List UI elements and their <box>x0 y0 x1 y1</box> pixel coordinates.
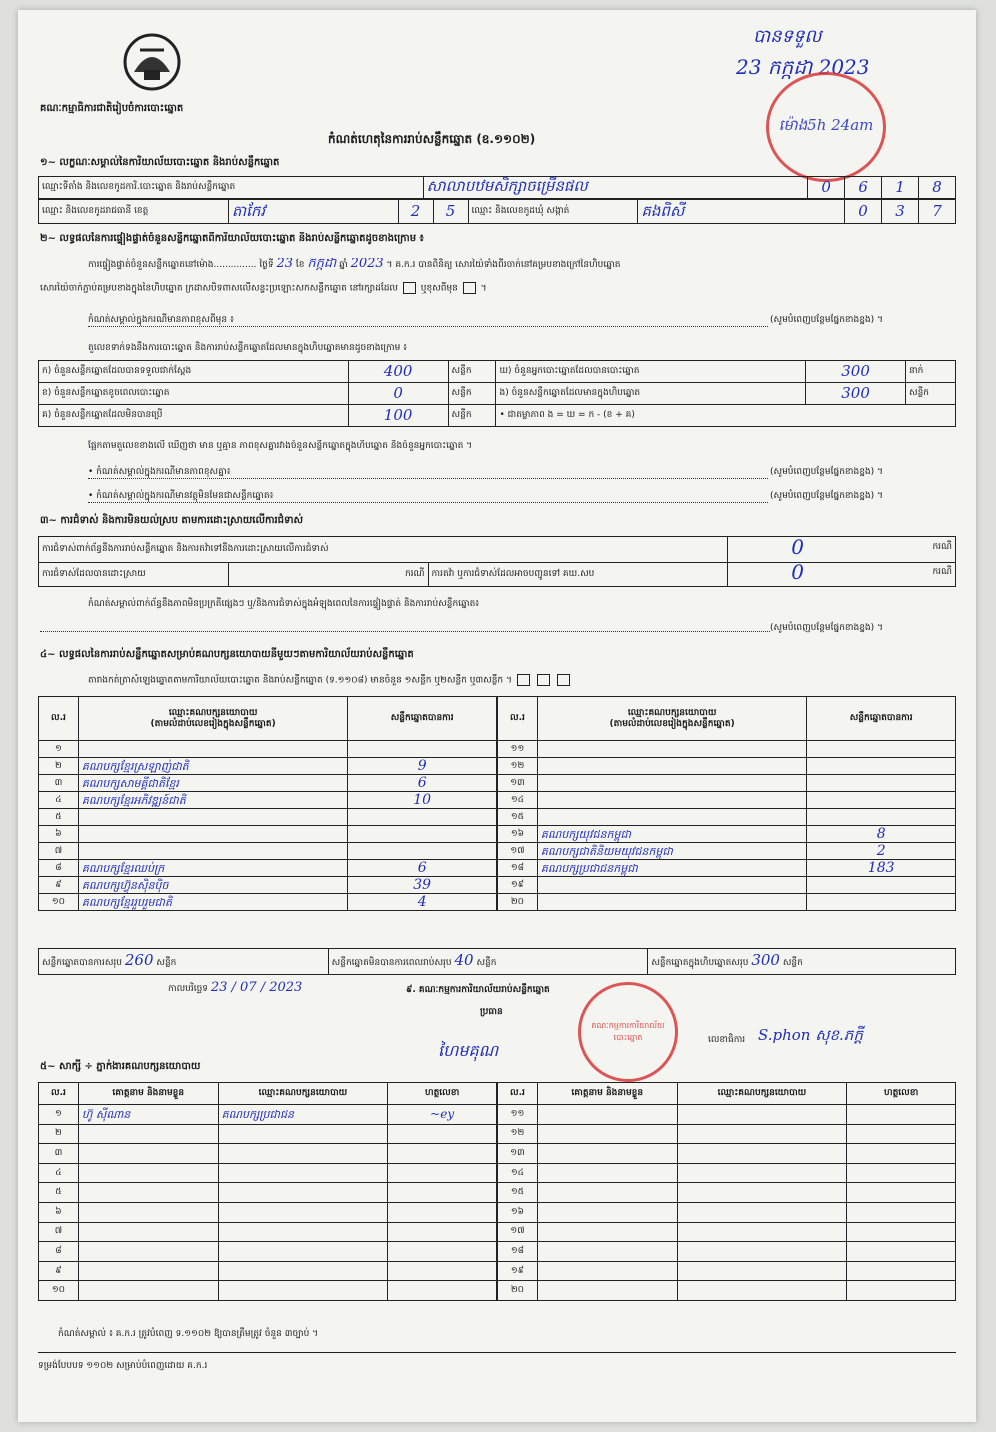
result-row-no: ១០ <box>39 894 79 911</box>
result-row-party <box>537 775 806 792</box>
results-col-votes: សន្លឹកឆ្នោតបានការ <box>807 697 956 741</box>
witness-row-no: ១៨ <box>498 1242 538 1262</box>
witness-row-party <box>218 1281 388 1301</box>
witness-row-name <box>537 1222 677 1242</box>
witness-row-sign <box>847 1202 956 1222</box>
witness-row <box>498 1124 956 1144</box>
result-row-votes <box>807 894 956 911</box>
witness-row-no: ៧ <box>39 1222 79 1242</box>
witness-row-party <box>218 1163 388 1183</box>
result-row <box>498 775 956 792</box>
inbox-unit: សន្លឹក <box>906 383 956 405</box>
witness-row <box>39 1105 497 1125</box>
change-note-hint: (សូមបំពេញបន្ថែមផ្នែកខាងខ្នង) ។ <box>770 315 883 325</box>
witness-row-sign <box>388 1163 497 1183</box>
witness-row-sign <box>847 1261 956 1281</box>
spoiled-unit: សន្លឹក <box>448 383 496 405</box>
section4-intro: តារាងកត់ត្រាសំឡេងឆ្នោតតាមការិយាល័យបោះឆ្នោត និងរាប់សន្លឹកឆ្នោត (ទ.១១០៨) មានចំនួន ១សន្លឹក ឬ២សន្លឹក ឬ៣សន្លឹក ។ <box>88 674 938 687</box>
witness-row-party <box>677 1183 847 1203</box>
result-row-votes <box>348 809 497 826</box>
witness-row <box>498 1105 956 1125</box>
stamp-text: គណៈកម្មការការិយាល័យបោះឆ្នោត <box>591 1021 665 1042</box>
results-col-party: ឈ្មោះគណបក្សនយោបាយ (តាមលំដាប់លេខរៀងក្នុងសន្លឹកឆ្នោត) <box>78 697 347 741</box>
result-row-no: ៩ <box>39 877 79 894</box>
result-row-no: ១៣ <box>498 775 538 792</box>
witness-row-no: ៣ <box>39 1144 79 1164</box>
result-row-votes <box>807 877 956 894</box>
secretary-label: លេខាធិការ <box>708 1035 746 1045</box>
result-row-party <box>78 809 347 826</box>
witness-row <box>498 1144 956 1164</box>
section2-para2: សោរយ៉ៃចាក់ភ្ជាប់គម្របខាងក្នុងនៃហិបឆ្នោត ក្រដាសបិទពាសលើសន្ទះប្រឡោះសកសន្លឹកឆ្នោត នៅរក្សាដដែល ឬខុសពីមុន ។ <box>40 283 487 294</box>
sheet2-checkbox[interactable] <box>537 674 550 686</box>
witness-row-party <box>218 1202 388 1222</box>
result-row <box>39 843 497 860</box>
voted-unit: នាក់ <box>906 361 956 383</box>
result-row-party <box>537 741 806 758</box>
appeal-label: ការតវ៉ា ឬការជំទាស់ដែលអាចបញ្ជូនទៅ គឃ.សប <box>428 563 728 587</box>
witness-row-name <box>78 1261 218 1281</box>
witness-row-sign <box>847 1124 956 1144</box>
result-row-no: ១ <box>39 741 79 758</box>
witness-row-name <box>537 1242 677 1262</box>
date-line: កាលបរិច្ឆេទ 23 / 07 / 2023 <box>168 980 303 995</box>
result-row-no: ១៦ <box>498 826 538 843</box>
result-row <box>39 860 497 877</box>
result-row-votes <box>807 775 956 792</box>
sheet3-checkbox[interactable] <box>557 674 570 686</box>
result-row-no: ៨ <box>39 860 79 877</box>
station-code-3: 1 <box>882 177 919 199</box>
section2-title: ២~ លទ្ធផលនៃការផ្ទៀងផ្ទាត់ចំនួនសន្លឹកឆ្នោតពីការិយាល័យបោះឆ្នោត និងរាប់សន្លឹកឆ្នោតដូចខាងក្រោម ៖ <box>40 233 424 244</box>
witness-row-no: ១៦ <box>498 1202 538 1222</box>
witness-row-name <box>78 1183 218 1203</box>
section3-note-line <box>40 620 770 632</box>
station-code-2: 6 <box>845 177 882 199</box>
witness-col-sign: ហត្ថលេខា <box>847 1083 956 1105</box>
chair-signature: ហៃមគុណ <box>438 1041 499 1060</box>
result-row-party <box>537 877 806 894</box>
total-box: សន្លឹកឆ្នោតក្នុងហិបឆ្នោតសរុប 300 សន្លឹក <box>648 949 956 975</box>
witness-col-no: ល.រ <box>39 1083 79 1105</box>
objection-table <box>38 536 956 587</box>
committee-line: ៩. គណៈកម្មការការិយាល័យរាប់សន្លឹកឆ្នោត <box>406 985 550 995</box>
witness-row-name <box>78 1242 218 1262</box>
witness-row-sign <box>388 1242 497 1262</box>
bullet2-hint: (សូមបំពេញបន្ថែមផ្នែកខាងខ្នង) ។ <box>770 491 883 501</box>
footer-divider <box>38 1352 956 1353</box>
result-row-party <box>537 894 806 911</box>
ballot-count-table <box>38 360 956 427</box>
results-col-votes: សន្លឹកឆ្នោតបានការ <box>348 697 497 741</box>
witness-row <box>39 1261 497 1281</box>
verify-month: កក្កដា <box>307 258 337 271</box>
province-code-2: 5 <box>433 200 468 224</box>
witness-row-name <box>78 1222 218 1242</box>
witness-row <box>39 1242 497 1262</box>
witness-row <box>39 1222 497 1242</box>
result-row-no: ១៧ <box>498 843 538 860</box>
witness-row-name <box>537 1124 677 1144</box>
station-code-1: 0 <box>808 177 845 199</box>
result-row-votes <box>807 792 956 809</box>
section2-intro: តួលេខទាក់ទងនឹងការបោះឆ្នោត និងការរាប់សន្លឹកឆ្នោតដែលមានក្នុងហិបឆ្នោតមានដូចខាងក្រោម ៖ <box>88 343 408 353</box>
section5-title: ៥~ សាក្សី ÷ ភ្នាក់ងារគណបក្សនយោបាយ <box>40 1061 201 1072</box>
nec-logo-icon <box>122 32 182 92</box>
witness-row-sign <box>388 1261 497 1281</box>
witness-row-no: ៨ <box>39 1242 79 1262</box>
station-label: ឈ្មោះទីតាំង និងលេខកូដការិ.បោះឆ្នោត និងរាប់សន្លឹកឆ្នោត <box>39 177 424 199</box>
witness-row-name <box>537 1261 677 1281</box>
result-row-no: ៧ <box>39 843 79 860</box>
witness-row <box>498 1163 956 1183</box>
witness-row-party <box>677 1124 847 1144</box>
witness-row <box>39 1183 497 1203</box>
form-footer: ទម្រង់បែបបទ ១១០២ សម្រាប់បំពេញដោយ គ.ក.រ <box>38 1361 208 1371</box>
date-value: 23 / 07 / 2023 <box>210 980 303 995</box>
result-row-party: គណបក្សខ្មែរស្រឡាញ់ជាតិ <box>78 758 347 775</box>
witness-row <box>39 1202 497 1222</box>
result-row-party: គណបក្សប្រជាជនកម្ពុជា <box>537 860 806 877</box>
received-value: 400 <box>348 361 448 383</box>
witness-row-sign <box>388 1144 497 1164</box>
province-label: ឈ្មោះ និងលេខកូដរាជធានី ខេត្ត <box>39 200 229 224</box>
result-row <box>39 826 497 843</box>
witness-row-party <box>218 1242 388 1262</box>
result-row-no: ៦ <box>39 826 79 843</box>
section2-para1: ការផ្ទៀងផ្ទាត់ចំនួនសន្លឹកឆ្នោតនៅម៉ោង............... ថ្ងៃទី 23 ខែ កក្កដា ឆ្នាំ 2023 ។ គ.ក.រ បានពិនិត្យ សោរយ៉ៃទាំងពីរចាក់នៅគម្របខាងក្រៅនៃហិបឆ្នោត <box>88 258 621 271</box>
spoiled-label: ខ) ចំនួនសន្លឹកឆ្នោតខូចពេលបោះឆ្នោត <box>39 383 349 405</box>
witness-row-no: ៦ <box>39 1202 79 1222</box>
chair-label: ប្រធាន <box>480 1007 503 1017</box>
witness-row-name <box>78 1163 218 1183</box>
appeal-unit: ករណី <box>932 566 952 577</box>
result-row-party <box>537 792 806 809</box>
witness-row-party <box>218 1183 388 1203</box>
witness-col-party: ឈ្មោះគណបក្សនយោបាយ <box>677 1083 847 1105</box>
result-row-no: ៣ <box>39 775 79 792</box>
section1-table-row2 <box>38 199 956 224</box>
witness-row-no: ៩ <box>39 1261 79 1281</box>
station-value: សាលាបឋមសិក្សាចម្រើនផល <box>423 177 808 199</box>
result-row <box>39 894 497 911</box>
result-row <box>39 741 497 758</box>
result-row-votes: 10 <box>348 792 497 809</box>
witness-row <box>498 1202 956 1222</box>
objection-cell <box>728 537 956 563</box>
result-row-party: គណបក្សខ្មែរឈប់ក្រ <box>78 860 347 877</box>
witness-col-name: គោត្តនាម និងនាមខ្លួន <box>537 1083 677 1105</box>
result-row-votes: 8 <box>807 826 956 843</box>
result-row-votes: 9 <box>348 758 497 775</box>
witness-row-name <box>78 1124 218 1144</box>
result-row-party: គណបក្សខ្មែរអភិវឌ្ឍន៍ជាតិ <box>78 792 347 809</box>
result-row <box>39 809 497 826</box>
witness-row-no: ១៣ <box>498 1144 538 1164</box>
witness-row-no: ១៧ <box>498 1222 538 1242</box>
witness-row-party <box>218 1144 388 1164</box>
commune-code-3: 7 <box>918 200 955 224</box>
witness-row-no: ១៥ <box>498 1183 538 1203</box>
secretary-signature: S.phon សុខ.ភក្តី <box>758 1026 863 1044</box>
voted-value: 300 <box>806 361 906 383</box>
unused-unit: សន្លឹក <box>448 405 496 427</box>
witness-row-name <box>78 1144 218 1164</box>
result-row <box>498 741 956 758</box>
result-row-no: ១៥ <box>498 809 538 826</box>
witness-row-no: ១២ <box>498 1124 538 1144</box>
witness-row-no: ២០ <box>498 1281 538 1301</box>
witness-row-name <box>78 1202 218 1222</box>
receipt-date: 23 កក្កដា 2023 <box>736 55 870 79</box>
result-row-party: គណបក្សខ្មែររួបរួមជាតិ <box>78 894 347 911</box>
witness-row <box>498 1183 956 1203</box>
section4-title: ៤~ លទ្ធផលនៃការរាប់សន្លឹកឆ្នោតសម្រាប់គណបក្សនយោបាយនីមួយៗតាមការិយាល័យរាប់សន្លឹកឆ្នោត <box>40 649 414 660</box>
result-row-votes <box>348 741 497 758</box>
section1-title: ១~ លក្ខណៈសម្គាល់នៃការិយាល័យបោះឆ្នោត និងរាប់សន្លឹកឆ្នោត <box>40 157 280 168</box>
witness-row-party <box>218 1261 388 1281</box>
committee-name: គណៈកម្មាធិការជាតិរៀបចំការបោះឆ្នោត <box>40 103 184 114</box>
witness-row-party <box>677 1242 847 1262</box>
formula: • ជាតម្លាភាព ង = ឃ = ក - (ខ + គ) <box>496 405 956 427</box>
result-row-party <box>78 826 347 843</box>
section1-table <box>38 176 956 199</box>
verify-year: 2023 <box>350 258 384 271</box>
witness-row-party <box>677 1222 847 1242</box>
form-title: កំណត់ហេតុនៃការរាប់សន្លឹកឆ្នោត (ឧ.១១០២) <box>328 132 536 146</box>
receipt-stamp <box>766 72 886 182</box>
witness-col-no: ល.រ <box>498 1083 538 1105</box>
received-label: ក) ចំនួនសន្លឹកឆ្នោតដែលបានទទួលជាក់ស្តែង <box>39 361 349 383</box>
commune-code-2: 3 <box>882 200 919 224</box>
witness-row <box>498 1242 956 1262</box>
unchanged-checkbox[interactable] <box>403 282 416 294</box>
result-row-votes <box>348 826 497 843</box>
witness-row-sign <box>388 1183 497 1203</box>
witness-row-name <box>537 1105 677 1125</box>
sheet1-checkbox[interactable] <box>517 674 530 686</box>
results-col-party: ឈ្មោះគណបក្សនយោបាយ (តាមលំដាប់លេខរៀងក្នុងសន្លឹកឆ្នោត) <box>537 697 806 741</box>
witness-row-no: ១០ <box>39 1281 79 1301</box>
witness-col-name: គោត្តនាម និងនាមខ្លួន <box>78 1083 218 1105</box>
total-box-value: 300 <box>751 950 780 969</box>
voted-label: ឃ) ចំនួនអ្នកបោះឆ្នោតដែលបានបោះឆ្នោត <box>496 361 806 383</box>
received-unit: សន្លឹក <box>448 361 496 383</box>
witness-row <box>39 1281 497 1301</box>
section3-title: ៣~ ការជំទាស់ និងការមិនយល់ស្រប តាមការដោះស្រាយលើការជំទាស់ <box>40 515 304 526</box>
witness-row-party <box>677 1105 847 1125</box>
result-row <box>498 809 956 826</box>
witness-row-no: ១៤ <box>498 1163 538 1183</box>
witness-row-sign: ~ey <box>388 1105 497 1125</box>
result-row-party: គណបក្សហ៊្វុនស៊ិនប៉ិច <box>78 877 347 894</box>
bullet1-line: • កំណត់សម្គាល់ក្នុងករណីមានភាពខុសគ្នា៖ <box>88 466 768 479</box>
result-row-votes: 4 <box>348 894 497 911</box>
result-row-party: គណបក្សយុវជនកម្ពុជា <box>537 826 806 843</box>
witness-row-no: ១ <box>39 1105 79 1125</box>
result-row <box>498 758 956 775</box>
witness-row <box>498 1281 956 1301</box>
result-row-votes <box>807 809 956 826</box>
bullet2-line: • កំណត់សម្គាល់ក្នុងករណីមានវត្ថុមិនមែនជាសន្លឹកឆ្នោត៖ <box>88 490 768 503</box>
appeal-cell <box>728 563 956 587</box>
witness-row-no: ៤ <box>39 1163 79 1183</box>
witness-row <box>39 1124 497 1144</box>
result-row-party: គណបក្សសាមគ្គីជាតិខ្មែរ <box>78 775 347 792</box>
result-row-party <box>78 843 347 860</box>
result-row <box>498 792 956 809</box>
witness-row-no: ២ <box>39 1124 79 1144</box>
witness-row-name <box>537 1163 677 1183</box>
witness-row-name <box>78 1281 218 1301</box>
section3-hint: (សូមបំពេញបន្ថែមផ្នែកខាងខ្នង) ។ <box>770 623 883 633</box>
bullet1-hint: (សូមបំពេញបន្ថែមផ្នែកខាងខ្នង) ។ <box>770 467 883 477</box>
result-row-no: ១៩ <box>498 877 538 894</box>
receipt-note: បានទទួល <box>753 26 822 47</box>
form-sheet <box>18 10 976 1422</box>
result-row-no: ៥ <box>39 809 79 826</box>
witness-row <box>39 1163 497 1183</box>
witness-row-party <box>218 1222 388 1242</box>
witness-row-sign <box>847 1105 956 1125</box>
witness-row-name <box>537 1144 677 1164</box>
witness-row-party <box>677 1144 847 1164</box>
witness-col-sign: ហត្ថលេខា <box>388 1083 497 1105</box>
results-table-left <box>38 696 497 911</box>
section3-note: កំណត់សម្គាល់ពាក់ព័ន្ធនឹងភាពមិនប្រក្រតីផ្សេងៗ ឬ/និងការជំទាស់ក្នុងអំឡុងពេលនៃការផ្ទៀងផ្ទាត់ និងការរាប់សន្លឹកឆ្នោត៖ <box>88 599 480 609</box>
total-valid-value: 260 <box>124 950 154 969</box>
witness-row-party <box>677 1281 847 1301</box>
verify-day: 23 <box>276 258 294 271</box>
committee-stamp <box>578 982 678 1082</box>
resolved-label: ការជំទាស់ដែលបានដោះស្រាយ <box>39 563 229 587</box>
result-row-party: គណបក្សជាតិនិយមយុវជនកម្ពុជា <box>537 843 806 860</box>
total-invalid-value: 40 <box>454 950 474 969</box>
result-row-votes <box>807 741 956 758</box>
witness-row-no: ១១ <box>498 1105 538 1125</box>
result-row <box>498 894 956 911</box>
witness-row-party <box>677 1202 847 1222</box>
witness-col-party: ឈ្មោះគណបក្សនយោបាយ <box>218 1083 388 1105</box>
result-row <box>39 792 497 809</box>
witness-row-sign <box>847 1242 956 1262</box>
witness-row-no: ១៩ <box>498 1261 538 1281</box>
total-invalid: សន្លឹកឆ្នោតមិនបានការពេលរាប់សរុប 40 សន្លឹក <box>328 949 648 975</box>
change-note-line: កំណត់សម្គាល់ក្នុងករណីមានភាពខុសពីមុន ៖ <box>88 314 768 327</box>
result-row-party <box>537 809 806 826</box>
witness-row-name <box>537 1281 677 1301</box>
witness-table-right <box>497 1082 956 1301</box>
witness-row-sign <box>388 1281 497 1301</box>
commune-code-1: 0 <box>845 200 882 224</box>
result-row-party <box>537 758 806 775</box>
result-row <box>39 775 497 792</box>
witness-row-name <box>537 1183 677 1203</box>
result-row-no: ២ <box>39 758 79 775</box>
witness-row <box>498 1261 956 1281</box>
witness-row-sign <box>847 1222 956 1242</box>
section5-note: កំណត់សម្គាល់ ៖ គ.ក.រ ត្រូវបំពេញ ទ.១១០២ ឱ្យបានត្រឹមត្រូវ ចំនួន ៣ច្បាប់ ។ <box>58 1329 319 1339</box>
result-row-party <box>78 741 347 758</box>
witness-row <box>498 1222 956 1242</box>
witness-row-sign <box>847 1163 956 1183</box>
witness-table-left <box>38 1082 497 1301</box>
province-value: តាកែវ <box>228 200 398 224</box>
discrepancy-line: ផ្អែកតាមតួលេខខាងលើ ឃើញថា មាន ឬគ្មាន ភាពខុសគ្នារវាងចំនួនសន្លឹកឆ្នោតក្នុងហិបឆ្នោត និងចំនួនអ្នកបោះឆ្នោត ។ <box>88 441 473 451</box>
witness-row-sign <box>388 1124 497 1144</box>
result-row-no: ២០ <box>498 894 538 911</box>
result-row-votes: 6 <box>348 860 497 877</box>
totals-table <box>38 948 956 975</box>
result-row-no: ១៨ <box>498 860 538 877</box>
result-row <box>498 826 956 843</box>
province-code-1: 2 <box>398 200 433 224</box>
witness-row <box>39 1144 497 1164</box>
result-row <box>39 877 497 894</box>
witness-row-sign <box>847 1183 956 1203</box>
result-row-votes: 183 <box>807 860 956 877</box>
result-row-no: ១១ <box>498 741 538 758</box>
commune-value: គងពិសី <box>638 200 845 224</box>
result-row <box>498 860 956 877</box>
result-row <box>498 843 956 860</box>
witness-row-party <box>218 1124 388 1144</box>
unused-label: គ) ចំនួនសន្លឹកឆ្នោតដែលមិនបានប្រើ <box>39 405 349 427</box>
witness-row-sign <box>847 1144 956 1164</box>
objection-value: 0 <box>791 536 804 559</box>
witness-row-sign <box>388 1202 497 1222</box>
witness-row-name: ហ៊ូ ស៊ីណាន <box>78 1105 218 1125</box>
result-row-votes: 39 <box>348 877 497 894</box>
objection-unit: ករណី <box>932 541 952 552</box>
result-row-votes: 6 <box>348 775 497 792</box>
witness-row-party <box>677 1261 847 1281</box>
result-row-votes <box>807 758 956 775</box>
station-code-4: 8 <box>919 177 956 199</box>
result-row <box>498 877 956 894</box>
objection-label: ការជំទាស់ពាក់ព័ន្ធនឹងការរាប់សន្លឹកឆ្នោត និងការតវ៉ាទៅនឹងការដោះស្រាយលើការជំទាស់ <box>39 537 728 563</box>
result-row-votes <box>348 843 497 860</box>
result-row-no: ៤ <box>39 792 79 809</box>
inbox-value: 300 <box>806 383 906 405</box>
witness-row-party: គណបក្សប្រជាជន <box>218 1105 388 1125</box>
result-row-no: ១៤ <box>498 792 538 809</box>
changed-checkbox[interactable] <box>463 282 476 294</box>
receipt-time: ម៉ោង5h 24am <box>778 116 874 134</box>
result-row-votes: 2 <box>807 843 956 860</box>
witness-row-name <box>537 1202 677 1222</box>
appeal-value: 0 <box>791 562 804 584</box>
result-row <box>39 758 497 775</box>
results-table-right <box>497 696 956 911</box>
witness-row-sign <box>388 1222 497 1242</box>
witness-row-sign <box>847 1281 956 1301</box>
total-valid: សន្លឹកឆ្នោតបានការសរុប 260 សន្លឹក <box>39 949 329 975</box>
result-row-no: ១២ <box>498 758 538 775</box>
inbox-label: ង) ចំនួនសន្លឹកឆ្នោតដែលមានក្នុងហិបឆ្នោត <box>496 383 806 405</box>
unused-value: 100 <box>348 405 448 427</box>
spoiled-value: 0 <box>348 383 448 405</box>
results-col-no: ល.រ <box>39 697 79 741</box>
witness-row-no: ៥ <box>39 1183 79 1203</box>
results-col-no: ល.រ <box>498 697 538 741</box>
witness-row-party <box>677 1163 847 1183</box>
commune-label: ឈ្មោះ និងលេខកូដឃុំ សង្កាត់ <box>468 200 638 224</box>
resolved-unit: ករណី <box>228 563 428 587</box>
